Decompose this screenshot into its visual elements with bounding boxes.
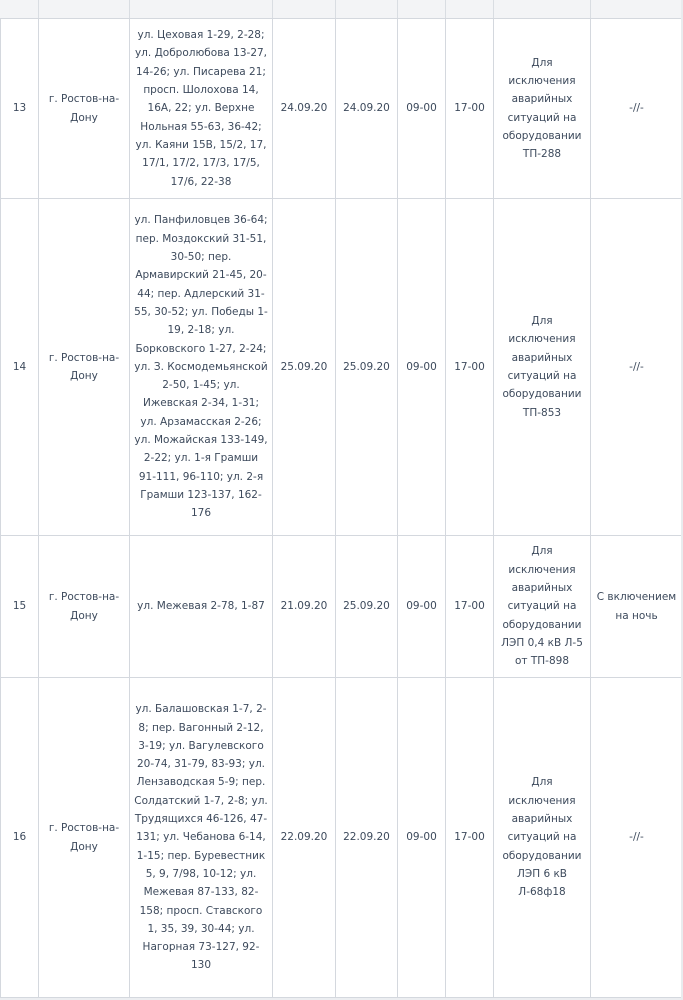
table-row [1, 678, 683, 998]
date-start-cell: 21.09.20 [273, 536, 336, 678]
divider [272, 0, 273, 18]
reason-cell: Для исключения аварийных ситуаций на оборудовании ЛЭП 6 кВ Л-68ф18 [494, 678, 591, 998]
reason-cell: Для исключения аварийных ситуаций на оборудовании ТП-288 [494, 19, 591, 199]
previous-row-edge [0, 0, 683, 19]
city-cell: г. Ростов-на-Дону [39, 199, 130, 536]
power-outage-table [0, 18, 683, 998]
note-cell: -//- [591, 19, 683, 199]
divider [397, 0, 398, 18]
streets-cell: ул. Балашовская 1-7, 2-8; пер. Вагонный 2-12, 3-19; ул. Вагулевского 20-74, 31-79, 83-93; ул. Лензаводская 5-9; пер. Солдатский 1-7, 2-8; ул. Трудящихся 46-126, 47-131; ул. Чебанова 6-14, 1-15; пер. Буревестник 5, 9, 7/98, 10-12; ул. Межевая 87-133, 82-158; просп. Ставского 1, 35, 39, 30-44; ул. Нагорная 73-127, 92-130 [130, 678, 273, 998]
date-start-cell: 24.09.20 [273, 19, 336, 199]
date-end-cell: 22.09.20 [336, 678, 398, 998]
city-cell: г. Ростов-на-Дону [39, 19, 130, 199]
note-cell: С включением на ночь [591, 536, 683, 678]
date-start-cell: 22.09.20 [273, 678, 336, 998]
table-row [1, 199, 683, 536]
reason-cell: Для исключения аварийных ситуаций на оборудовании ТП-853 [494, 199, 591, 536]
time-end-cell: 17-00 [446, 199, 494, 536]
table-row [1, 19, 683, 199]
time-end-cell: 17-00 [446, 19, 494, 199]
divider [590, 0, 591, 18]
streets-cell: ул. Цеховая 1-29, 2-28; ул. Добролюбова 13-27, 14-26; ул. Писарева 21; просп. Шолохова 14, 16А, 22; ул. Верхне Нольная 55-63, 36-42; ул. Каяни 15В, 15/2, 17, 17/1, 17/2, 17/3, 17/5, 17/6, 22-38 [130, 19, 273, 199]
reason-cell: Для исключения аварийных ситуаций на оборудовании ЛЭП 0,4 кВ Л-5 от ТП-898 [494, 536, 591, 678]
time-start-cell: 09-00 [398, 199, 446, 536]
city-cell: г. Ростов-на-Дону [39, 536, 130, 678]
city-cell: г. Ростов-на-Дону [39, 678, 130, 998]
streets-cell: ул. Межевая 2-78, 1-87 [130, 536, 273, 678]
row-number: 16 [1, 678, 39, 998]
divider [493, 0, 494, 18]
date-start-cell: 25.09.20 [273, 199, 336, 536]
row-number: 13 [1, 19, 39, 199]
date-end-cell: 25.09.20 [336, 199, 398, 536]
divider [335, 0, 336, 18]
note-cell: -//- [591, 678, 683, 998]
divider [38, 0, 39, 18]
table-row [1, 536, 683, 678]
row-number: 15 [1, 536, 39, 678]
date-end-cell: 24.09.20 [336, 19, 398, 199]
date-end-cell: 25.09.20 [336, 536, 398, 678]
note-cell: -//- [591, 199, 683, 536]
time-end-cell: 17-00 [446, 536, 494, 678]
divider [129, 0, 130, 18]
row-number: 14 [1, 199, 39, 536]
divider [445, 0, 446, 18]
time-start-cell: 09-00 [398, 678, 446, 998]
streets-cell: ул. Панфиловцев 36-64; пер. Моздокский 31-51, 30-50; пер. Армавирский 21-45, 20-44; пер. Адлерский 31-55, 30-52; ул. Победы 1-19, 2-18; ул. Борковского 1-27, 2-24; ул. З. Космодемьянской 2-50, 1-45; ул. Ижевская 2-34, 1-31; ул. Арзамасская 2-26; ул. Можайская 133-149, 2-22; ул. 1-я Грамши 91-111, 96-110; ул. 2-я Грамши 123-137, 162-176 [130, 199, 273, 536]
time-start-cell: 09-00 [398, 536, 446, 678]
time-start-cell: 09-00 [398, 19, 446, 199]
time-end-cell: 17-00 [446, 678, 494, 998]
